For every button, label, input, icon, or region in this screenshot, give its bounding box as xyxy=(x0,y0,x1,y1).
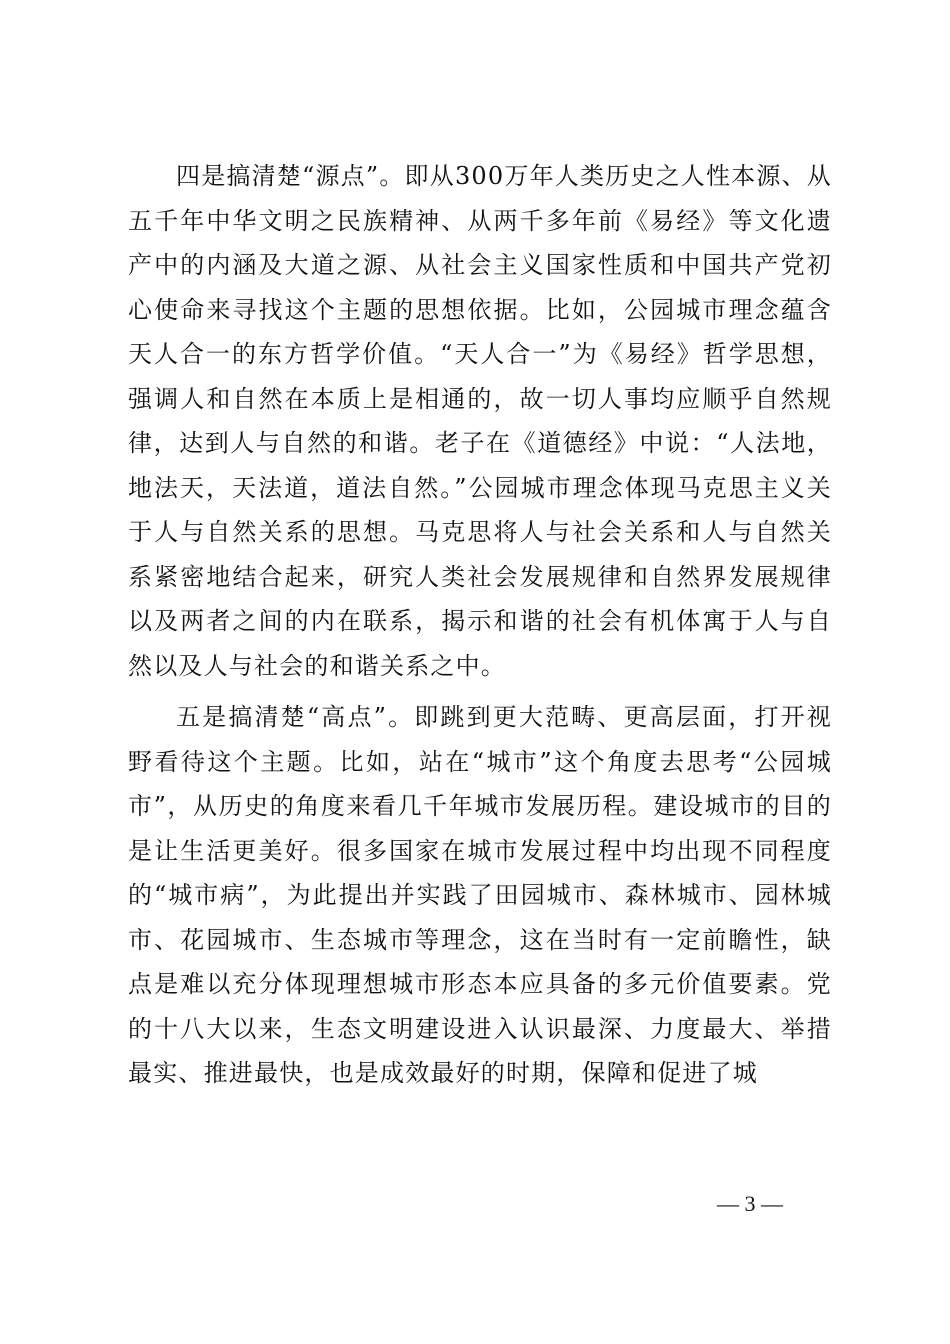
body-text xyxy=(128,154,832,1096)
page-number: — 3 — xyxy=(717,1191,783,1216)
paragraph-source-point: 四是搞清楚“源点”。即从300万年人类历史之人性本源、从五千年中华文明之民族精神、从两千多年前《易经》等文化遗产中的内涵及大道之源、从社会主义国家性质和中国共产党初心使命来寻找这个主题的思想依据。比如，公园城市理念蕴含天人合一的东方哲学价值。“天人合一”为《易经》哲学思想，强调人和自然在本质上是相通的，故一切人事均应顺乎自然规律，达到人与自然的和谐。老子在《道德经》中说：“人法地，地法天，天法道，道法自然。”公园城市理念体现马克思主义关于人与自然关系的思想。马克思将人与社会关系和人与自然关系紧密地结合起来，研究人类社会发展规律和自然界发展规律以及两者之间的内在联系，揭示和谐的社会有机体寓于人与自然以及人与社会的和谐关系之中。 xyxy=(128,162,832,680)
paragraph-high-point: 五是搞清楚“高点”。即跳到更大范畴、更高层面，打开视野看待这个主题。比如，站在“城市”这个角度去思考“公园城市”，从历史的角度来看几千年城市发展历程。建设城市的目的是让生活更美好。很多国家在城市发展过程中均出现不同程度的“城市病”，为此提出并实践了田园城市、森林城市、园林城市、花园城市、生态城市等理念，这在当时有一定前瞻性，缺点是难以充分体现理想城市形态本应具备的多元价值要素。党的十八大以来，生态文明建设进入认识最深、力度最大、举措最实、推进最快，也是成效最好的时期，保障和促进了城 xyxy=(128,703,832,1087)
